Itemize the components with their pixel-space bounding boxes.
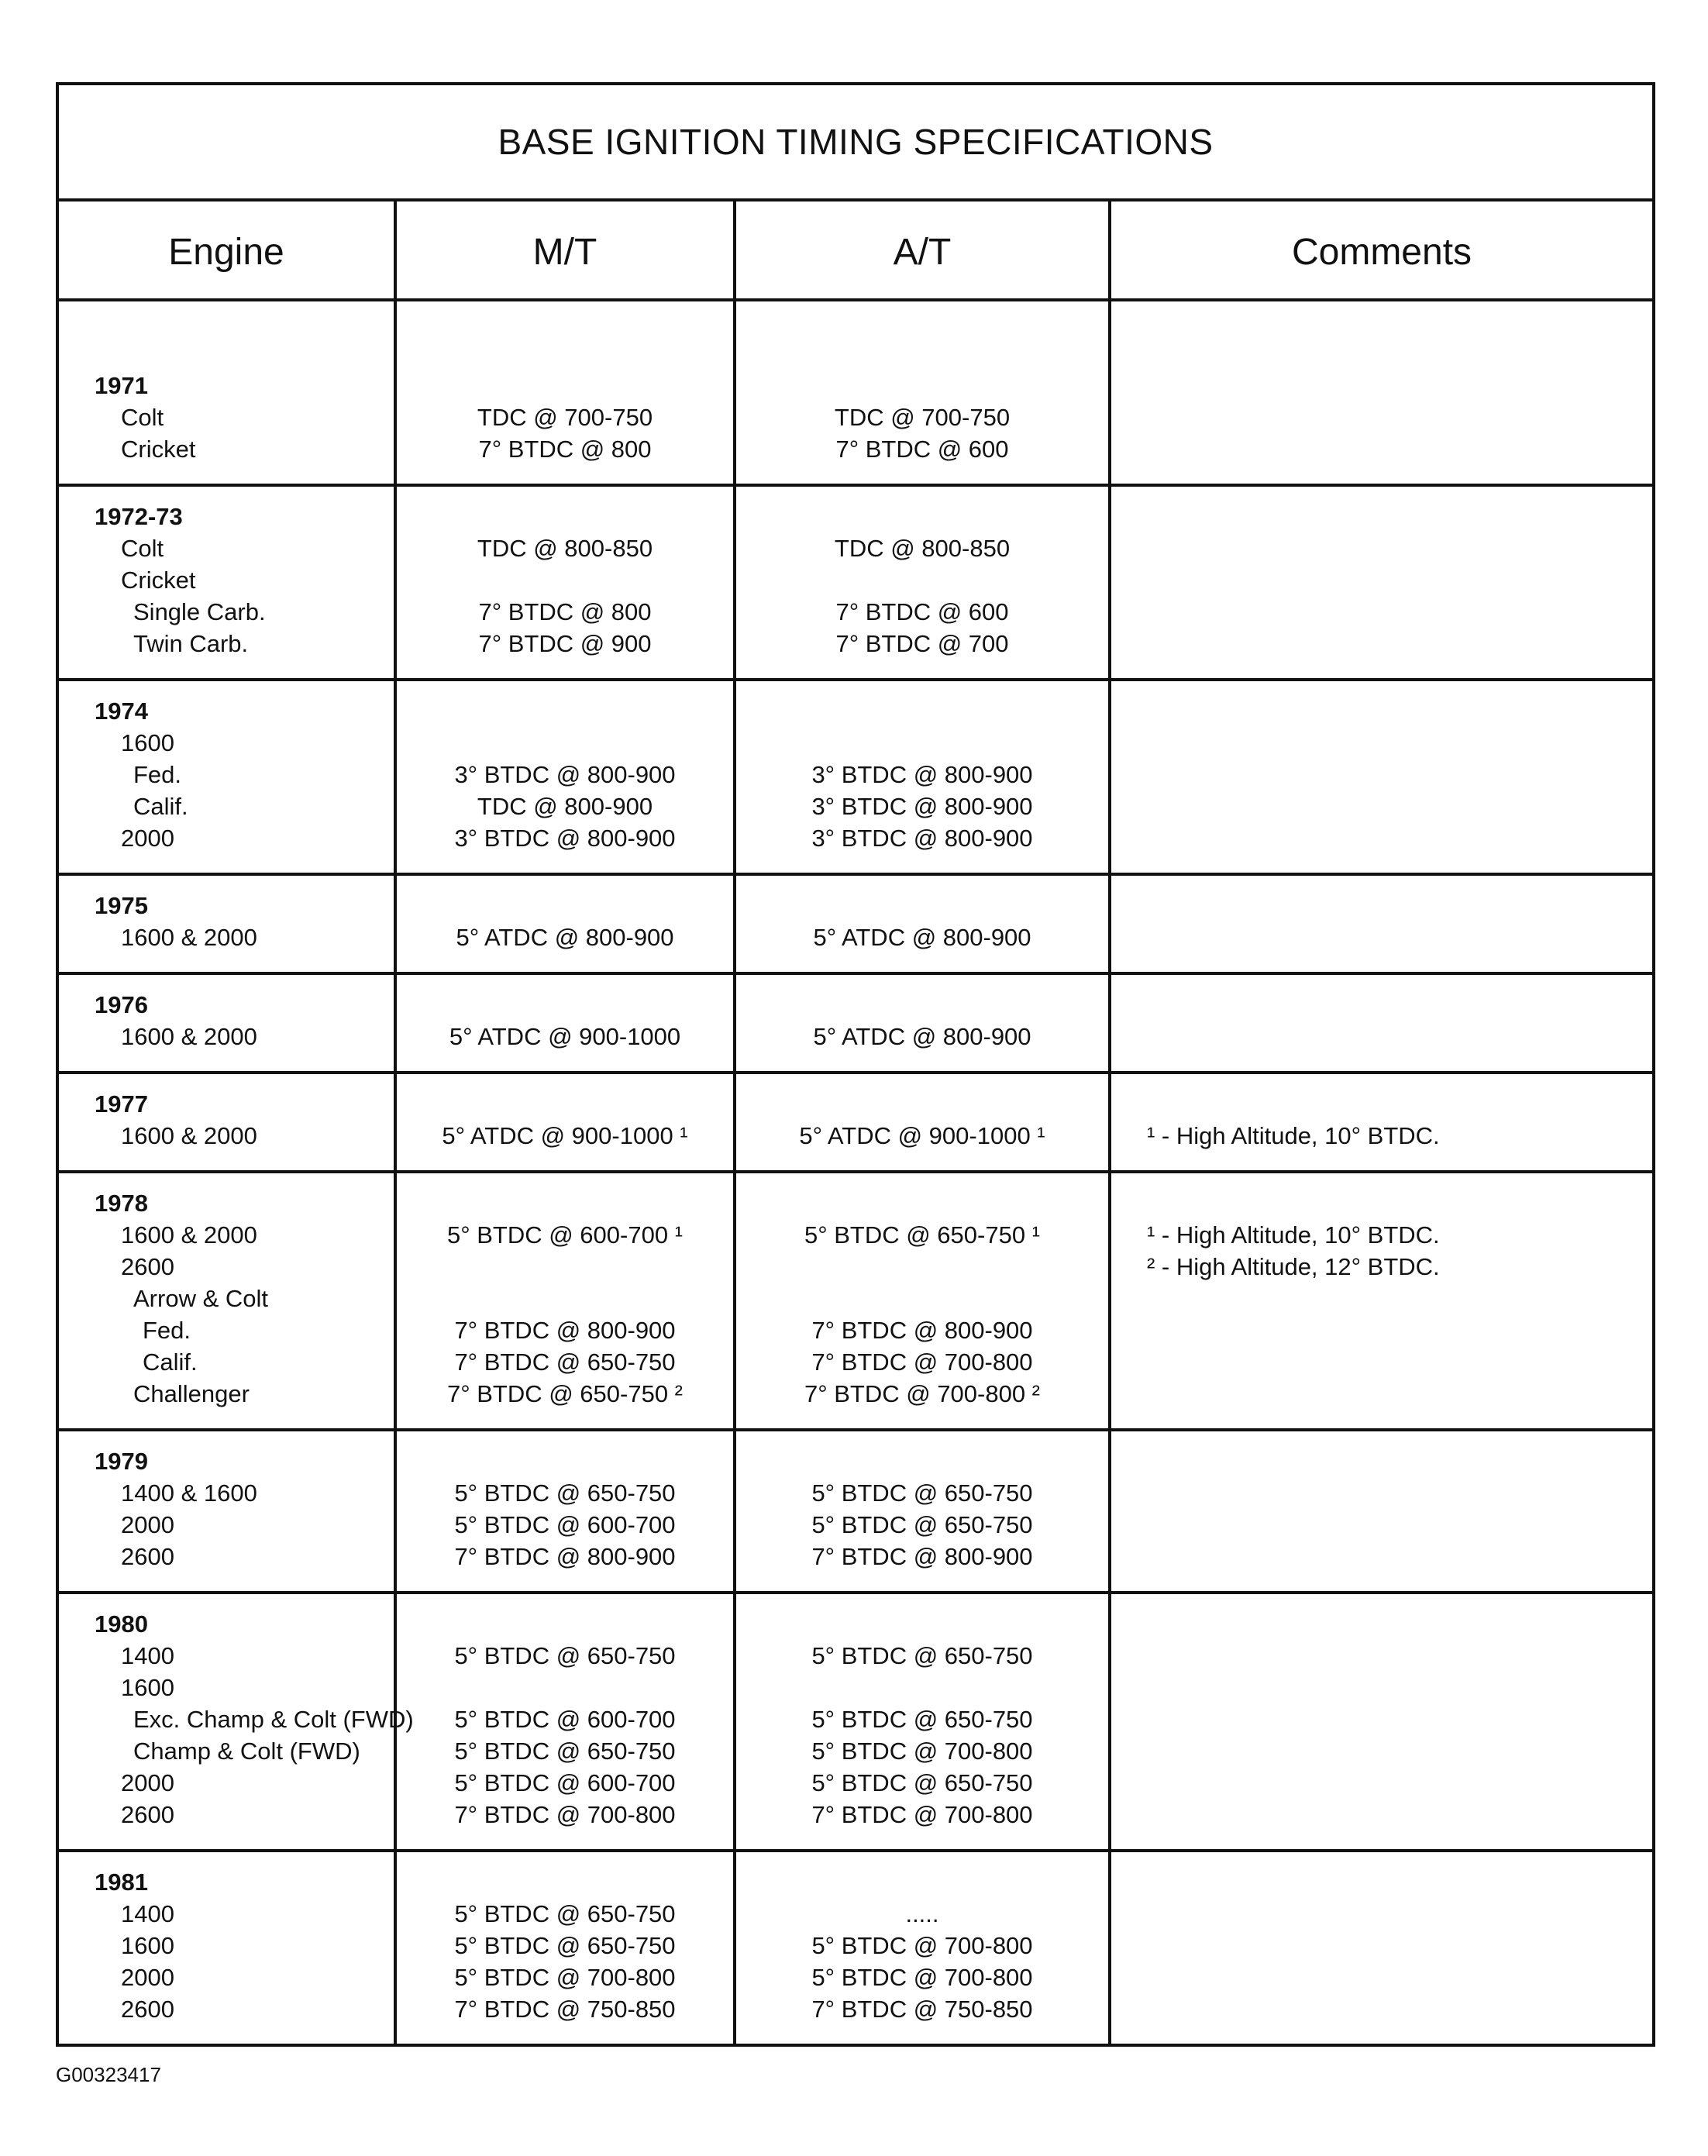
mt-cell: [395, 1593, 735, 1851]
at-cell: [735, 1851, 1110, 2044]
mt-timing-value: [397, 727, 733, 759]
at-timing-value: 7° BTDC @ 800-900: [811, 1543, 1033, 1570]
engine-cell: [59, 1593, 414, 1851]
mt-timing-value: 3° BTDC @ 800-900: [454, 761, 676, 788]
engine-label: 2000: [121, 1964, 174, 1991]
at-cell: [735, 1172, 1110, 1430]
mt-timing-value: 5° BTDC @ 600-700: [454, 1769, 676, 1796]
mt-timing-value: [397, 564, 733, 596]
comments-cell: [1110, 680, 1652, 874]
table-row: [59, 1593, 1652, 1851]
model-year: 1972-73: [95, 503, 183, 530]
engine-label: Calif.: [143, 1348, 198, 1376]
comments-cell: [1110, 874, 1652, 973]
mt-cell: [395, 1851, 735, 2044]
engine-label: 2000: [121, 1769, 174, 1796]
engine-label: Fed.: [133, 761, 182, 788]
engine-label: 2600: [121, 1543, 174, 1570]
engine-label: 1400: [121, 1642, 174, 1669]
model-year: 1977: [95, 1090, 148, 1118]
spec-sheet: [56, 82, 1655, 2047]
engine-label: Exc. Champ & Colt (FWD): [133, 1706, 414, 1733]
at-timing-value: 7° BTDC @ 800-900: [811, 1317, 1033, 1344]
mt-timing-value: 5° BTDC @ 650-750: [454, 1932, 676, 1959]
comments-cell: [1110, 1172, 1652, 1430]
mt-timing-value: 7° BTDC @ 700-800: [454, 1801, 676, 1828]
engine-label: 2000: [121, 1511, 174, 1538]
engine-label: 1600 & 2000: [121, 1221, 257, 1248]
engine-cell: [59, 1851, 395, 2044]
timing-spec-table: [59, 201, 1652, 2044]
at-timing-value: [736, 1672, 1108, 1703]
at-timing-value: .....: [905, 1900, 939, 1927]
mt-timing-value: 5° BTDC @ 650-750: [454, 1900, 676, 1927]
mt-timing-value: 7° BTDC @ 800-900: [454, 1317, 676, 1344]
comments-cell: [1110, 1593, 1652, 1851]
at-timing-value: 5° BTDC @ 650-750 ¹: [804, 1221, 1041, 1248]
header-row: [59, 201, 1652, 300]
at-timing-value: 3° BTDC @ 800-900: [811, 761, 1033, 788]
comments-cell: [1110, 973, 1652, 1073]
at-timing-value: 3° BTDC @ 800-900: [811, 793, 1033, 820]
model-year: 1975: [95, 892, 148, 919]
at-timing-value: 3° BTDC @ 800-900: [811, 825, 1033, 852]
engine-label: 1600 & 2000: [121, 1023, 257, 1050]
engine-cell: [59, 1073, 395, 1172]
table-row: [59, 300, 1652, 485]
engine-label: Cricket: [121, 436, 196, 463]
table-row: [59, 1851, 1652, 2044]
at-timing-value: TDC @ 700-750: [834, 404, 1011, 431]
at-timing-value: 5° BTDC @ 650-750: [811, 1769, 1033, 1796]
mt-timing-value: 7° BTDC @ 650-750 ²: [446, 1380, 684, 1407]
at-cell: [735, 1073, 1110, 1172]
engine-label: 2000: [121, 825, 174, 852]
mt-timing-value: 7° BTDC @ 800: [478, 598, 652, 625]
at-timing-value: 5° BTDC @ 700-800: [811, 1964, 1033, 1991]
mt-timing-value: 7° BTDC @ 750-850: [454, 1996, 676, 2023]
at-timing-value: 5° BTDC @ 650-750: [811, 1706, 1033, 1733]
engine-label: 1400: [121, 1900, 174, 1927]
at-cell: [735, 973, 1110, 1073]
engine-label: 2600: [121, 1996, 174, 2023]
footnote-comment: ² - High Altitude, 12° BTDC.: [1147, 1253, 1440, 1280]
table-row: [59, 874, 1652, 973]
mt-timing-value: 5° BTDC @ 700-800: [454, 1964, 676, 1991]
mt-timing-value: [397, 1283, 733, 1314]
at-timing-value: TDC @ 800-850: [834, 535, 1011, 562]
mt-cell: [395, 1172, 735, 1430]
engine-label: 1600: [121, 729, 174, 756]
mt-timing-value: 7° BTDC @ 800: [478, 436, 652, 463]
comments-cell: [1110, 1430, 1652, 1593]
engine-label: 1600 & 2000: [121, 924, 257, 951]
mt-timing-value: 5° ATDC @ 900-1000: [449, 1023, 681, 1050]
at-timing-value: 5° ATDC @ 800-900: [813, 924, 1031, 951]
mt-timing-value: 5° ATDC @ 800-900: [456, 924, 674, 951]
engine-label: Twin Carb.: [133, 630, 249, 657]
mt-timing-value: [397, 1251, 733, 1283]
comments-cell: [1110, 485, 1652, 680]
at-timing-value: 7° BTDC @ 700-800 ²: [804, 1380, 1041, 1407]
at-cell: [735, 1430, 1110, 1593]
at-timing-value: 5° BTDC @ 650-750: [811, 1479, 1033, 1507]
at-timing-value: 7° BTDC @ 600: [835, 436, 1009, 463]
at-cell: [735, 1593, 1110, 1851]
mt-cell: [395, 300, 735, 485]
engine-label: Single Carb.: [133, 598, 266, 625]
model-year: 1974: [95, 697, 148, 725]
engine-cell: [59, 300, 395, 485]
at-timing-value: 5° BTDC @ 650-750: [811, 1511, 1033, 1538]
mt-cell: [395, 1430, 735, 1593]
at-timing-value: [736, 1283, 1108, 1314]
mt-timing-value: 5° BTDC @ 600-700: [454, 1511, 676, 1538]
mt-timing-value: TDC @ 800-850: [477, 535, 653, 562]
engine-label: 2600: [121, 1253, 174, 1280]
page-title: BASE IGNITION TIMING SPECIFICATIONS: [59, 85, 1652, 201]
model-year: 1980: [95, 1610, 148, 1638]
at-timing-value: 7° BTDC @ 700: [835, 630, 1009, 657]
engine-label: Cricket: [121, 567, 196, 594]
engine-cell: [59, 1172, 395, 1430]
model-year: 1981: [95, 1868, 148, 1896]
table-row: [59, 680, 1652, 874]
header-at: A/T: [735, 201, 1110, 300]
at-timing-value: 5° ATDC @ 900-1000 ¹: [799, 1122, 1045, 1149]
mt-timing-value: 7° BTDC @ 900: [478, 630, 652, 657]
at-timing-value: 5° ATDC @ 800-900: [813, 1023, 1031, 1050]
mt-timing-value: TDC @ 800-900: [477, 793, 653, 820]
comments-cell: [1110, 300, 1652, 485]
figure-id: G00323417: [56, 2063, 161, 2086]
table-row: [59, 1073, 1652, 1172]
mt-cell: [395, 680, 735, 874]
mt-timing-value: 7° BTDC @ 650-750: [454, 1348, 676, 1376]
at-timing-value: [736, 727, 1108, 759]
mt-timing-value: 5° BTDC @ 650-750: [454, 1642, 676, 1669]
table-row: [59, 1172, 1652, 1430]
engine-label: Arrow & Colt: [133, 1285, 268, 1312]
table-body: [59, 300, 1652, 2044]
mt-timing-value: 5° BTDC @ 600-700 ¹: [446, 1221, 684, 1248]
table-row: [59, 973, 1652, 1073]
footnote-comment: ¹ - High Altitude, 10° BTDC.: [1147, 1122, 1440, 1149]
model-year: 1978: [95, 1190, 148, 1217]
engine-cell: [59, 973, 395, 1073]
engine-label: Colt: [121, 404, 164, 431]
engine-label: Fed.: [143, 1317, 191, 1344]
comments-cell: [1110, 1073, 1652, 1172]
mt-timing-value: 5° BTDC @ 600-700: [454, 1706, 676, 1733]
mt-timing-value: TDC @ 700-750: [477, 404, 653, 431]
comments-cell: [1110, 1851, 1652, 2044]
mt-timing-value: 3° BTDC @ 800-900: [454, 825, 676, 852]
mt-timing-value: 5° ATDC @ 900-1000 ¹: [442, 1122, 688, 1149]
mt-timing-value: 5° BTDC @ 650-750: [454, 1479, 676, 1507]
at-timing-value: 7° BTDC @ 600: [835, 598, 1009, 625]
engine-label: Challenger: [133, 1380, 250, 1407]
at-cell: [735, 485, 1110, 680]
mt-cell: [395, 485, 735, 680]
at-timing-value: 5° BTDC @ 700-800: [811, 1932, 1033, 1959]
engine-cell: [59, 1430, 395, 1593]
mt-cell: [395, 1073, 735, 1172]
table-row: [59, 1430, 1652, 1593]
mt-timing-value: 5° BTDC @ 650-750: [454, 1738, 676, 1765]
mt-cell: [395, 973, 735, 1073]
engine-label: 1600: [121, 1932, 174, 1959]
model-year: 1971: [95, 372, 148, 399]
at-timing-value: 5° BTDC @ 650-750: [811, 1642, 1033, 1669]
mt-timing-value: 7° BTDC @ 800-900: [454, 1543, 676, 1570]
header-comments: Comments: [1110, 201, 1652, 300]
mt-cell: [395, 874, 735, 973]
at-timing-value: 7° BTDC @ 700-800: [811, 1348, 1033, 1376]
at-timing-value: 5° BTDC @ 700-800: [811, 1738, 1033, 1765]
engine-label: Calif.: [133, 793, 188, 820]
engine-cell: [59, 485, 395, 680]
engine-label: 1600: [121, 1674, 174, 1701]
mt-timing-value: [397, 1672, 733, 1703]
engine-label: 1400 & 1600: [121, 1479, 257, 1507]
engine-label: Colt: [121, 535, 164, 562]
header-engine: Engine: [59, 201, 395, 300]
engine-cell: [59, 680, 395, 874]
at-timing-value: [736, 564, 1108, 596]
at-cell: [735, 680, 1110, 874]
engine-cell: [59, 874, 395, 973]
table-row: [59, 485, 1652, 680]
at-timing-value: [736, 1251, 1108, 1283]
at-timing-value: 7° BTDC @ 700-800: [811, 1801, 1033, 1828]
engine-label: 2600: [121, 1801, 174, 1828]
engine-label: Champ & Colt (FWD): [133, 1738, 360, 1765]
footnote-comment: ¹ - High Altitude, 10° BTDC.: [1147, 1221, 1440, 1248]
header-mt: M/T: [395, 201, 735, 300]
at-cell: [735, 874, 1110, 973]
model-year: 1976: [95, 991, 148, 1018]
engine-label: 1600 & 2000: [121, 1122, 257, 1149]
model-year: 1979: [95, 1448, 148, 1475]
at-cell: [735, 300, 1110, 485]
at-timing-value: 7° BTDC @ 750-850: [811, 1996, 1033, 2023]
